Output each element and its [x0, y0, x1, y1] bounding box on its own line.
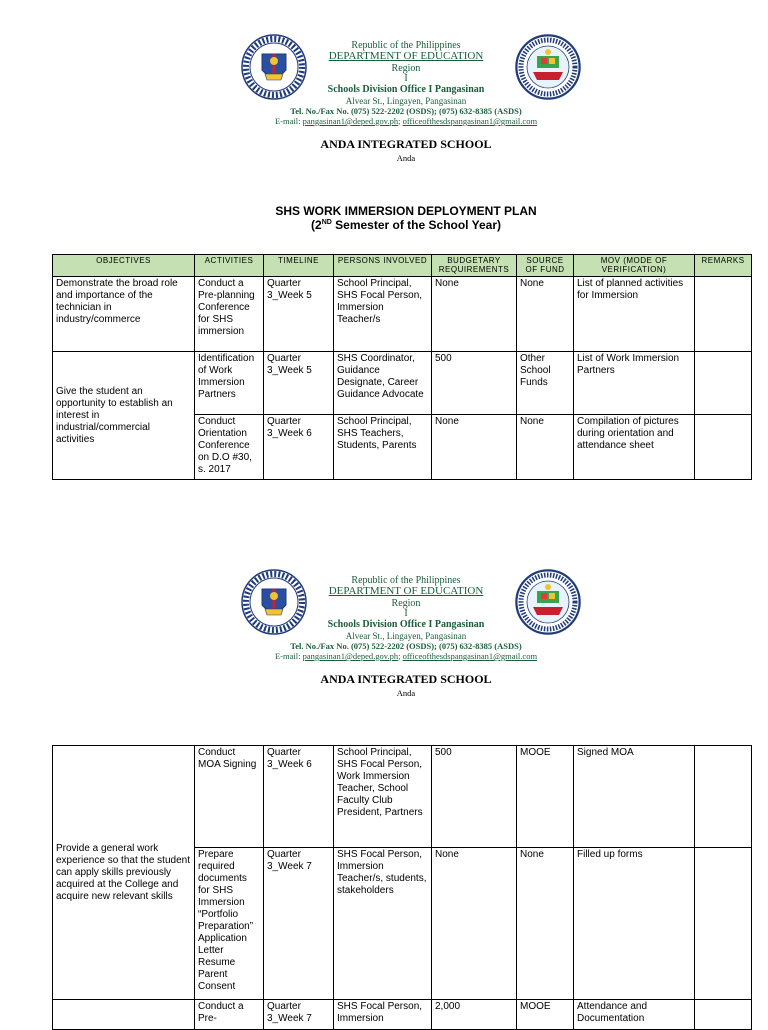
fund-cell: None — [517, 277, 574, 352]
header-persons: PERSONS INVOLVED — [334, 255, 432, 277]
mov-cell: List of Work Immersion Partners — [574, 352, 695, 415]
school-name: ANDA INTEGRATED SCHOOL — [320, 672, 492, 686]
region-line: Region — [391, 598, 421, 609]
timeline-cell: Quarter 3_Week 5 — [264, 352, 334, 415]
activity-cell: Conduct Orientation Conference on D.O #30, s. 2017 — [195, 415, 264, 480]
objective-cell: Demonstrate the broad role and importance of the technician in industry/commerce — [53, 277, 195, 352]
activity-cell: Conduct MOA Signing — [195, 746, 264, 848]
persons-cell: School Principal, SHS Teachers, Students, Parents — [334, 415, 432, 480]
department-line: DEPARTMENT OF EDUCATION — [328, 585, 484, 597]
header-remarks: REMARKS — [695, 255, 752, 277]
email-link-2[interactable]: officeofthesdspangasinan1@gmail.com — [402, 651, 538, 661]
email-link-1[interactable]: pangasinan1@deped.gov.ph — [302, 116, 399, 126]
mov-cell: Filled up forms — [574, 848, 695, 1000]
persons-cell: SHS Focal Person, Immersion Teacher/s, students, stakeholders — [334, 848, 432, 1000]
document-subtitle: (2ND Semester of the School Year) — [311, 218, 501, 232]
region-number: I — [404, 608, 408, 619]
fund-cell: MOOE — [517, 1000, 574, 1030]
fund-cell: None — [517, 848, 574, 1000]
activity-cell: Conduct a Pre-planning Conference for SHS immersion — [195, 277, 264, 352]
header-budget: BUDGETARY REQUIREMENTS — [432, 255, 517, 277]
objective-cell — [53, 1000, 195, 1030]
header-timeline: TIMELINE — [264, 255, 334, 277]
timeline-cell: Quarter 3_Week 6 — [264, 746, 334, 848]
budget-cell: 500 — [432, 746, 517, 848]
budget-cell: None — [432, 848, 517, 1000]
region-line: Region — [391, 63, 421, 74]
activity-cell: Identification of Work Immersion Partners — [195, 352, 264, 415]
header-activities: ACTIVITIES — [195, 255, 264, 277]
table-row — [53, 1000, 752, 1030]
activity-cell: Conduct a Pre- — [195, 1000, 264, 1030]
header-objectives: OBJECTIVES — [53, 255, 195, 277]
republic-line: Republic of the Philippines — [351, 575, 461, 586]
email-link-1[interactable]: pangasinan1@deped.gov.ph — [302, 651, 399, 661]
email-separator: ; — [398, 116, 403, 126]
activity-cell: Prepare required documents for SHS Immersion “Portfolio Preparation” Application Letter Resume Parent Consent — [195, 848, 264, 1000]
remarks-cell — [695, 352, 752, 415]
budget-cell: None — [432, 415, 517, 480]
header-mov: MOV (MODE OF VERIFICATION) — [574, 255, 695, 277]
email-separator: ; — [398, 651, 403, 661]
table-row — [53, 746, 752, 848]
department-line: DEPARTMENT OF EDUCATION — [328, 50, 484, 62]
school-name: ANDA INTEGRATED SCHOOL — [320, 137, 492, 151]
fund-cell: Other School Funds — [517, 352, 574, 415]
tel-line: Tel. No./Fax No. (075) 522-2202 (OSDS); (075) 632-8385 (ASDS) — [290, 106, 522, 116]
fund-cell: None — [517, 415, 574, 480]
address-line: Alvear St., Lingayen, Pangasinan — [345, 96, 467, 106]
email-link-2[interactable]: officeofthesdspangasinan1@gmail.com — [402, 116, 538, 126]
letterhead-page2 — [0, 569, 768, 744]
address-line: Alvear St., Lingayen, Pangasinan — [345, 631, 467, 641]
objective-cell: Give the student an opportunity to establish an interest in industrial/commercial activities — [53, 352, 195, 480]
email-label: E-mail: — [274, 651, 303, 661]
persons-cell: SHS Focal Person, Immersion — [334, 1000, 432, 1030]
republic-line: Republic of the Philippines — [351, 40, 461, 51]
email-line — [180, 116, 632, 126]
timeline-cell: Quarter 3_Week 7 — [264, 1000, 334, 1030]
remarks-cell — [695, 277, 752, 352]
deployment-plan-table-page2 — [52, 745, 752, 1030]
persons-cell: SHS Coordinator, Guidance Designate, Career Guidance Advocate — [334, 352, 432, 415]
header-fund: SOURCE OF FUND — [517, 255, 574, 277]
remarks-cell — [695, 1000, 752, 1030]
letterhead-page1 — [0, 34, 768, 209]
email-label: E-mail: — [274, 116, 303, 126]
budget-cell: None — [432, 277, 517, 352]
email-line — [180, 651, 632, 661]
remarks-cell — [695, 848, 752, 1000]
timeline-cell: Quarter 3_Week 7 — [264, 848, 334, 1000]
timeline-cell: Quarter 3_Week 6 — [264, 415, 334, 480]
table-header-row — [53, 255, 752, 277]
school-town: Anda — [396, 688, 416, 698]
document-title: SHS WORK IMMERSION DEPLOYMENT PLAN — [275, 204, 537, 218]
table-row — [53, 352, 752, 415]
division-line: Schools Division Office I Pangasinan — [327, 84, 485, 95]
remarks-cell — [695, 746, 752, 848]
mov-cell: Signed MOA — [574, 746, 695, 848]
deployment-plan-table-page1 — [52, 254, 752, 480]
table-row — [53, 277, 752, 352]
budget-cell: 500 — [432, 352, 517, 415]
budget-cell: 2,000 — [432, 1000, 517, 1030]
fund-cell: MOOE — [517, 746, 574, 848]
school-town: Anda — [396, 153, 416, 163]
mov-cell: Compilation of pictures during orientation and attendance sheet — [574, 415, 695, 480]
persons-cell: School Principal, SHS Focal Person, Work Immersion Teacher, School Faculty Club President, Partners — [334, 746, 432, 848]
remarks-cell — [695, 415, 752, 480]
region-number: I — [404, 73, 408, 84]
timeline-cell: Quarter 3_Week 5 — [264, 277, 334, 352]
persons-cell: School Principal, SHS Focal Person, Immersion Teacher/s — [334, 277, 432, 352]
tel-line: Tel. No./Fax No. (075) 522-2202 (OSDS); (075) 632-8385 (ASDS) — [290, 641, 522, 651]
division-line: Schools Division Office I Pangasinan — [327, 619, 485, 630]
mov-cell: List of planned activities for Immersion — [574, 277, 695, 352]
objective-cell: Provide a general work experience so that the student can apply skills previously acquired at the College and acquire new relevant skills — [53, 746, 195, 1000]
mov-cell: Attendance and Documentation — [574, 1000, 695, 1030]
